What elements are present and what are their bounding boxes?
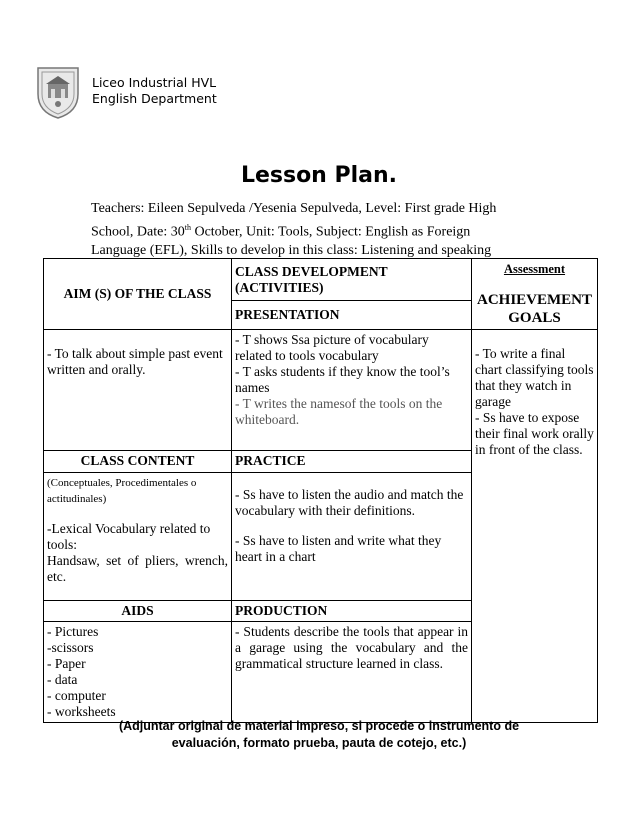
aids-cell xyxy=(44,622,232,723)
aids-item: - Paper xyxy=(47,656,86,671)
lesson-info-line-3: Language (EFL), Skills to develop in this class: Listening and speaking xyxy=(91,242,492,258)
content-lexical: -Lexical Vocabulary related to tools: xyxy=(47,521,211,552)
page-title: Lesson Plan. xyxy=(240,163,398,188)
lesson-plan-table xyxy=(43,258,598,723)
department-name: English Department xyxy=(92,91,217,106)
footer-line-1: (Adjuntar original de material impreso, si procede o instrumento de xyxy=(118,719,520,733)
assessment-item: - To write a final chart classifying tools that they watch in garage xyxy=(475,346,594,409)
lesson-info xyxy=(91,200,549,260)
assessment-header-cell xyxy=(472,259,598,330)
lesson-info-line-2: School, Date: 30th October, Unit: Tools, Subject: English as Foreign xyxy=(91,222,471,240)
assessment-cell xyxy=(472,330,598,723)
aim-header: AIM (S) OF THE CLASS xyxy=(44,259,232,330)
aids-item: - computer xyxy=(47,688,106,703)
practice-item: - Ss have to listen the audio and match the vocabulary with their definitions. xyxy=(235,487,464,518)
practice-header: PRACTICE xyxy=(232,451,472,473)
aids-item: - worksheets xyxy=(47,704,116,719)
presentation-item: - T asks students if they know the tool’s names xyxy=(235,364,450,395)
class-development-header: CLASS DEVELOPMENT (ACTIVITIES) xyxy=(232,259,472,301)
aids-item: -scissors xyxy=(47,640,94,655)
school-name: Liceo Industrial HVL xyxy=(92,75,217,90)
class-content-cell xyxy=(44,473,232,601)
aids-item: - data xyxy=(47,672,78,687)
letterhead xyxy=(92,75,217,107)
presentation-header: PRESENTATION xyxy=(232,301,472,330)
achievement-goals-header: ACHIEVEMENT GOALS xyxy=(476,292,592,326)
assessment-header: Assessment xyxy=(503,262,566,276)
assessment-item: - Ss have to expose their final work orally in front of the class. xyxy=(475,410,594,457)
content-items: Handsaw, set of pliers, wrench, etc. xyxy=(47,553,228,584)
practice-cell xyxy=(232,473,472,601)
presentation-cell xyxy=(232,330,472,451)
class-content-header: CLASS CONTENT xyxy=(44,451,232,473)
aids-header: AIDS xyxy=(44,601,232,622)
aim-text: - To talk about simple past event written and orally. xyxy=(44,330,232,451)
school-logo xyxy=(34,64,82,120)
lesson-info-line-1: Teachers: Eileen Sepulveda /Yesenia Sepulveda, Level: First grade High xyxy=(91,201,497,216)
presentation-item: - T shows Ssa picture of vocabulary related to tools vocabulary xyxy=(235,332,429,363)
footer-line-2: evaluación, formato prueba, pauta de cotejo, etc.) xyxy=(171,736,467,750)
production-text: - Students describe the tools that appear in a garage using the vocabulary and the grammatical structure learned in class. xyxy=(232,622,472,723)
content-categories: (Conceptuales, Procedimentales o actitudinales) xyxy=(47,477,197,505)
footer-note xyxy=(0,718,638,752)
production-header: PRODUCTION xyxy=(232,601,472,622)
practice-item: - Ss have to listen and write what they heart in a chart xyxy=(235,533,442,564)
aids-item: - Pictures xyxy=(47,624,99,639)
presentation-item: - T writes the namesof the tools on the whiteboard. xyxy=(235,396,443,427)
